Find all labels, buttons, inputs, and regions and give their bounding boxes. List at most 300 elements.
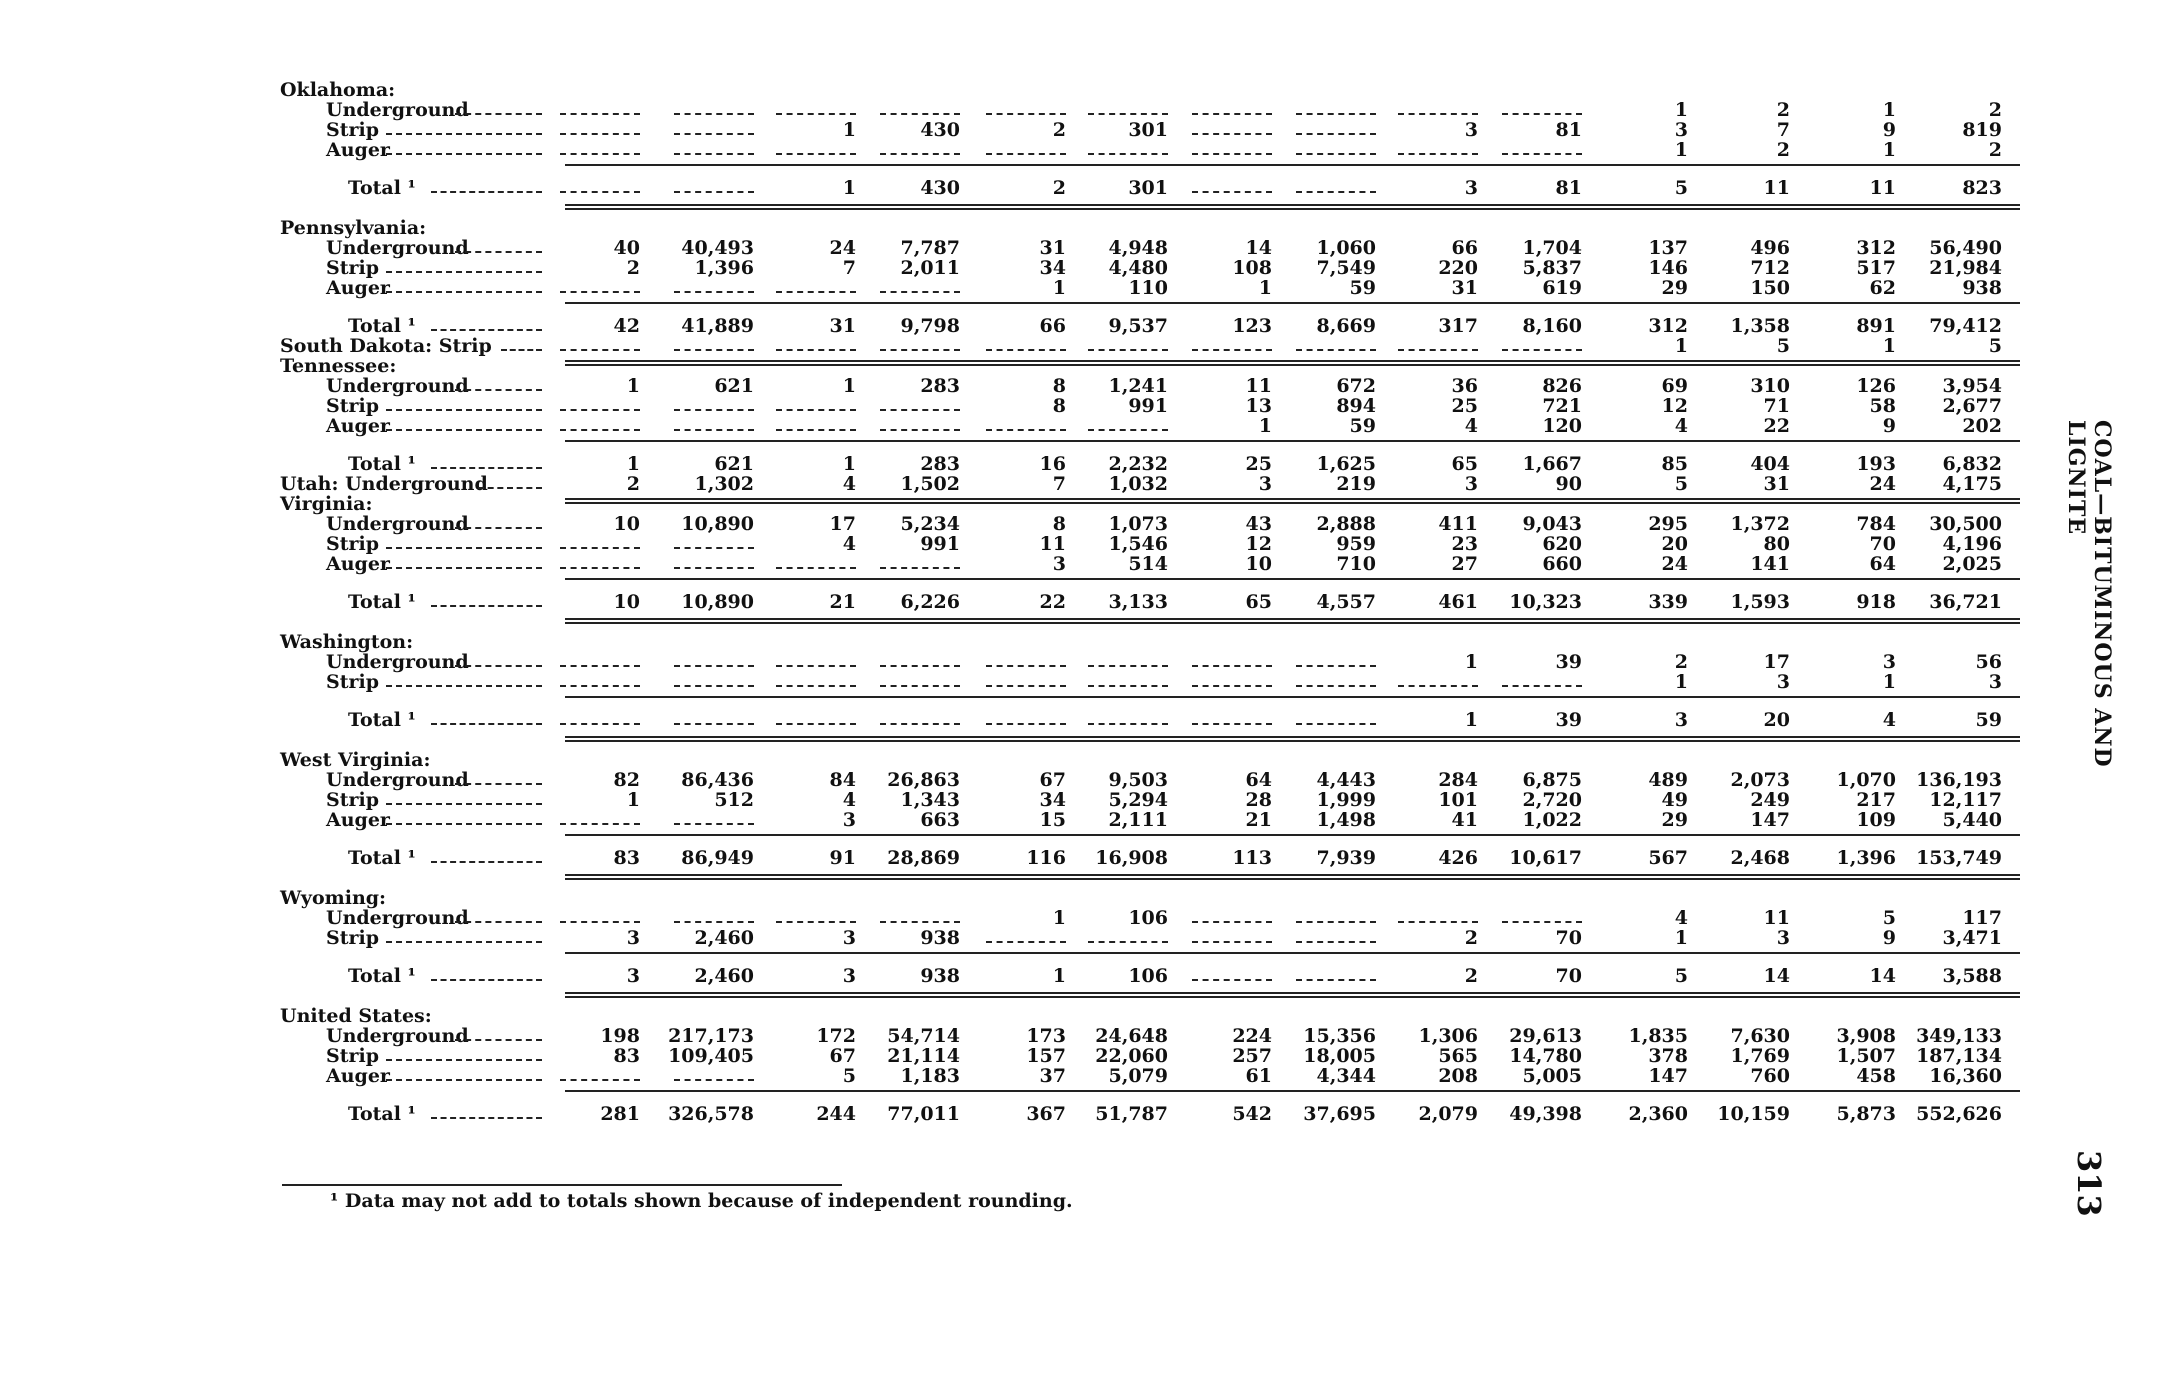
table-cell: 1 — [842, 119, 856, 141]
state-heading-row — [0, 356, 2178, 376]
total-row — [0, 848, 2178, 868]
empty-cell — [880, 429, 960, 431]
table-cell: 62 — [1869, 277, 1896, 299]
table-cell: 37 — [1039, 1065, 1066, 1087]
table-cell: 126 — [1856, 375, 1896, 397]
table-cell: 120 — [1542, 415, 1582, 437]
table-cell: 2,460 — [694, 965, 754, 987]
table-cell: 9 — [1882, 927, 1896, 949]
table-cell: 1,073 — [1108, 513, 1168, 535]
table-cell: 760 — [1750, 1065, 1790, 1087]
table-cell: 2,073 — [1730, 769, 1790, 791]
table-cell: 281 — [600, 1103, 640, 1125]
table-cell: 4,480 — [1108, 257, 1168, 279]
table-cell: 3 — [626, 927, 640, 949]
empty-cell — [674, 665, 754, 667]
total-row — [0, 316, 2178, 336]
total-rule — [565, 952, 2020, 954]
empty-cell — [1296, 685, 1376, 687]
table-row — [0, 120, 2178, 140]
empty-cell — [986, 113, 1066, 115]
row-label: Underground — [326, 907, 469, 929]
table-cell: 43 — [1245, 513, 1272, 535]
table-cell: 77,011 — [887, 1103, 960, 1125]
table-cell: 2 — [1988, 99, 2002, 121]
empty-cell — [674, 113, 754, 115]
table-cell: 1,032 — [1108, 473, 1168, 495]
total-row — [0, 454, 2178, 474]
table-cell: 565 — [1438, 1045, 1478, 1067]
leader-dots — [386, 429, 543, 431]
table-cell: 9,537 — [1108, 315, 1168, 337]
side-running-title: COAL—BITUMINOUS AND LIGNITE — [2063, 420, 2115, 768]
empty-cell — [560, 823, 640, 825]
table-cell: 991 — [1128, 395, 1168, 417]
table-cell: 117 — [1962, 907, 2002, 929]
state-heading-row — [0, 494, 2178, 514]
table-cell: 26,863 — [887, 769, 960, 791]
table-cell: 9,798 — [900, 315, 960, 337]
empty-cell — [1088, 723, 1168, 725]
table-cell: 11 — [1245, 375, 1272, 397]
table-cell: 312 — [1856, 237, 1896, 259]
table-cell: 61 — [1245, 1065, 1272, 1087]
leader-dots — [431, 191, 543, 193]
row-label: Underground — [326, 99, 469, 121]
table-cell: 16,908 — [1095, 847, 1168, 869]
total-rule — [565, 1090, 2020, 1092]
table-cell: 150 — [1750, 277, 1790, 299]
empty-cell — [674, 291, 754, 293]
leader-dots — [386, 803, 543, 805]
table-cell: 5 — [1674, 473, 1688, 495]
table-cell: 1,667 — [1522, 453, 1582, 475]
table-cell: 224 — [1232, 1025, 1272, 1047]
table-cell: 8,160 — [1522, 315, 1582, 337]
table-cell: 187,134 — [1916, 1045, 2002, 1067]
empty-cell — [880, 921, 960, 923]
table-cell: 14 — [1763, 965, 1790, 987]
table-cell: 2 — [626, 257, 640, 279]
table-cell: 1,183 — [900, 1065, 960, 1087]
table-row — [0, 140, 2178, 160]
table-cell: 41 — [1451, 809, 1478, 831]
table-row — [0, 908, 2178, 928]
table-cell: 10,890 — [681, 591, 754, 613]
table-cell: 202 — [1962, 415, 2002, 437]
empty-cell — [674, 823, 754, 825]
empty-cell — [880, 665, 960, 667]
table-cell: 404 — [1750, 453, 1790, 475]
row-label: Total ¹ — [348, 315, 416, 337]
empty-cell — [1502, 349, 1582, 351]
table-cell: 663 — [920, 809, 960, 831]
table-cell: 1,835 — [1628, 1025, 1688, 1047]
table-cell: 496 — [1750, 237, 1790, 259]
table-cell: 25 — [1245, 453, 1272, 475]
table-cell: 4 — [842, 533, 856, 555]
empty-cell — [674, 133, 754, 135]
table-cell: 4 — [1882, 709, 1896, 731]
section-double-rule — [565, 736, 2020, 742]
table-cell: 6,875 — [1522, 769, 1582, 791]
table-cell: 101 — [1438, 789, 1478, 811]
table-cell: 39 — [1555, 709, 1582, 731]
table-cell: 193 — [1856, 453, 1896, 475]
table-cell: 1 — [842, 177, 856, 199]
table-cell: 620 — [1542, 533, 1582, 555]
table-cell: 8 — [1052, 375, 1066, 397]
row-label: Total ¹ — [348, 1103, 416, 1125]
table-cell: 244 — [816, 1103, 856, 1125]
row-label: Oklahoma: — [280, 79, 396, 101]
table-cell: 11 — [1039, 533, 1066, 555]
table-cell: 5,079 — [1108, 1065, 1168, 1087]
section-double-rule — [565, 618, 2020, 624]
empty-cell — [1296, 113, 1376, 115]
empty-cell — [1192, 723, 1272, 725]
empty-cell — [674, 1079, 754, 1081]
row-label: Total ¹ — [348, 453, 416, 475]
table-cell: 137 — [1648, 237, 1688, 259]
table-cell: 1,372 — [1730, 513, 1790, 535]
row-label: Total ¹ — [348, 177, 416, 199]
empty-cell — [560, 153, 640, 155]
table-cell: 1,358 — [1730, 315, 1790, 337]
row-label: Underground — [326, 1025, 469, 1047]
table-cell: 220 — [1438, 257, 1478, 279]
table-row — [0, 1066, 2178, 1086]
row-label: Strip — [326, 257, 380, 279]
table-row — [0, 258, 2178, 278]
table-cell: 6,832 — [1942, 453, 2002, 475]
table-cell: 301 — [1128, 177, 1168, 199]
empty-cell — [1398, 113, 1478, 115]
table-cell: 22 — [1763, 415, 1790, 437]
table-cell: 2,460 — [694, 927, 754, 949]
row-label: Wyoming: — [280, 887, 387, 909]
table-cell: 3 — [842, 809, 856, 831]
empty-cell — [674, 723, 754, 725]
leader-dots — [386, 567, 543, 569]
table-cell: 819 — [1962, 119, 2002, 141]
table-cell: 136,193 — [1916, 769, 2002, 791]
table-cell: 938 — [1962, 277, 2002, 299]
table-cell: 3 — [1052, 553, 1066, 575]
table-cell: 71 — [1763, 395, 1790, 417]
table-cell: 34 — [1039, 789, 1066, 811]
table-cell: 109 — [1856, 809, 1896, 831]
table-cell: 17 — [829, 513, 856, 535]
table-cell: 2,888 — [1316, 513, 1376, 535]
table-cell: 426 — [1438, 847, 1478, 869]
table-cell: 90 — [1555, 473, 1582, 495]
table-cell: 4,196 — [1942, 533, 2002, 555]
table-cell: 24 — [1661, 553, 1688, 575]
table-cell: 1,060 — [1316, 237, 1376, 259]
table-cell: 59 — [1349, 277, 1376, 299]
row-label: Auger — [326, 139, 390, 161]
table-cell: 9 — [1882, 415, 1896, 437]
table-cell: 14,780 — [1509, 1045, 1582, 1067]
leader-dots — [431, 467, 543, 469]
table-cell: 172 — [816, 1025, 856, 1047]
table-cell: 2 — [1052, 177, 1066, 199]
table-cell: 2,677 — [1942, 395, 2002, 417]
table-cell: 10,323 — [1509, 591, 1582, 613]
table-cell: 1,498 — [1316, 809, 1376, 831]
total-row — [0, 966, 2178, 986]
table-cell: 517 — [1856, 257, 1896, 279]
empty-cell — [776, 291, 856, 293]
empty-cell — [560, 921, 640, 923]
table-cell: 1 — [626, 375, 640, 397]
leader-dots — [431, 605, 543, 607]
table-cell: 1 — [1464, 709, 1478, 731]
row-label: Underground — [326, 375, 469, 397]
table-cell: 29 — [1661, 277, 1688, 299]
table-cell: 36,721 — [1929, 591, 2002, 613]
row-label: Underground — [326, 651, 469, 673]
table-cell: 823 — [1962, 177, 2002, 199]
table-cell: 5,440 — [1942, 809, 2002, 831]
table-cell: 9,503 — [1108, 769, 1168, 791]
table-cell: 14 — [1245, 237, 1272, 259]
table-cell: 1 — [1258, 415, 1272, 437]
table-cell: 24 — [829, 237, 856, 259]
table-cell: 10 — [613, 591, 640, 613]
table-cell: 6,226 — [900, 591, 960, 613]
empty-cell — [776, 409, 856, 411]
empty-cell — [560, 113, 640, 115]
empty-cell — [1296, 133, 1376, 135]
table-row — [0, 790, 2178, 810]
table-cell: 64 — [1245, 769, 1272, 791]
table-cell: 28 — [1245, 789, 1272, 811]
empty-cell — [674, 429, 754, 431]
table-cell: 5 — [842, 1065, 856, 1087]
empty-cell — [776, 921, 856, 923]
table-cell: 12 — [1661, 395, 1688, 417]
table-cell: 7,939 — [1316, 847, 1376, 869]
table-cell: 141 — [1750, 553, 1790, 575]
table-cell: 567 — [1648, 847, 1688, 869]
table-cell: 4,948 — [1108, 237, 1168, 259]
empty-cell — [1088, 349, 1168, 351]
table-cell: 14 — [1869, 965, 1896, 987]
empty-cell — [776, 429, 856, 431]
empty-cell — [1398, 349, 1478, 351]
empty-cell — [1088, 665, 1168, 667]
total-row — [0, 592, 2178, 612]
leader-dots — [386, 941, 543, 943]
leader-dots — [386, 685, 543, 687]
empty-cell — [560, 409, 640, 411]
table-cell: 65 — [1245, 591, 1272, 613]
empty-cell — [776, 723, 856, 725]
table-cell: 5 — [1776, 335, 1790, 357]
table-cell: 1 — [1882, 99, 1896, 121]
empty-cell — [1502, 685, 1582, 687]
footnote: ¹ Data may not add to totals shown because of independent rounding. — [330, 1190, 1073, 1212]
table-cell: 991 — [920, 533, 960, 555]
table-cell: 17 — [1763, 651, 1790, 673]
empty-cell — [1398, 921, 1478, 923]
table-row — [0, 416, 2178, 436]
table-cell: 20 — [1661, 533, 1688, 555]
table-cell: 4 — [1674, 415, 1688, 437]
empty-cell — [674, 547, 754, 549]
table-row — [0, 1026, 2178, 1046]
leader-dots — [431, 861, 543, 863]
row-label: Strip — [326, 119, 380, 141]
table-cell: 58 — [1869, 395, 1896, 417]
table-cell: 542 — [1232, 1103, 1272, 1125]
table-cell: 891 — [1856, 315, 1896, 337]
total-rule — [565, 164, 2020, 166]
table-cell: 1 — [1882, 139, 1896, 161]
table-cell: 3,908 — [1836, 1025, 1896, 1047]
empty-cell — [560, 685, 640, 687]
table-cell: 106 — [1128, 965, 1168, 987]
table-cell: 3 — [1464, 119, 1478, 141]
table-cell: 2 — [1464, 927, 1478, 949]
table-cell: 21 — [829, 591, 856, 613]
table-cell: 378 — [1648, 1045, 1688, 1067]
row-label: Auger — [326, 277, 390, 299]
table-cell: 2,011 — [900, 257, 960, 279]
table-cell: 4,175 — [1942, 473, 2002, 495]
table-cell: 49 — [1661, 789, 1688, 811]
table-cell: 1 — [1052, 965, 1066, 987]
table-cell: 621 — [714, 453, 754, 475]
table-row — [0, 396, 2178, 416]
empty-cell — [880, 113, 960, 115]
row-label: Auger — [326, 809, 390, 831]
table-cell: 10 — [1245, 553, 1272, 575]
table-cell: 2 — [1776, 99, 1790, 121]
table-cell: 411 — [1438, 513, 1478, 535]
table-cell: 2,025 — [1942, 553, 2002, 575]
table-cell: 2 — [626, 473, 640, 495]
table-cell: 5 — [1674, 965, 1688, 987]
total-rule — [565, 302, 2020, 304]
state-heading-row — [0, 80, 2178, 100]
table-cell: 660 — [1542, 553, 1582, 575]
empty-cell — [986, 665, 1066, 667]
empty-cell — [1398, 153, 1478, 155]
table-cell: 7 — [1052, 473, 1066, 495]
table-cell: 10,617 — [1509, 847, 1582, 869]
table-cell: 1 — [1674, 927, 1688, 949]
table-row — [0, 928, 2178, 948]
table-cell: 217 — [1856, 789, 1896, 811]
table-cell: 9 — [1882, 119, 1896, 141]
table-cell: 40,493 — [681, 237, 754, 259]
table-cell: 24,648 — [1095, 1025, 1168, 1047]
table-cell: 110 — [1128, 277, 1168, 299]
leader-dots — [386, 409, 543, 411]
table-cell: 1,593 — [1730, 591, 1790, 613]
table-cell: 826 — [1542, 375, 1582, 397]
empty-cell — [560, 723, 640, 725]
empty-cell — [560, 547, 640, 549]
table-cell: 79,412 — [1929, 315, 2002, 337]
empty-cell — [1192, 921, 1272, 923]
table-cell: 21,984 — [1929, 257, 2002, 279]
table-row — [0, 100, 2178, 120]
empty-cell — [986, 941, 1066, 943]
table-cell: 146 — [1648, 257, 1688, 279]
table-cell: 1,999 — [1316, 789, 1376, 811]
table-cell: 5 — [1674, 177, 1688, 199]
empty-cell — [880, 291, 960, 293]
leader-dots — [386, 823, 543, 825]
table-cell: 2,111 — [1108, 809, 1168, 831]
state-heading-row — [0, 750, 2178, 770]
leader-dots — [386, 271, 543, 273]
table-cell: 3 — [1776, 927, 1790, 949]
table-cell: 7,787 — [900, 237, 960, 259]
row-label: Auger — [326, 1065, 390, 1087]
empty-cell — [674, 409, 754, 411]
table-cell: 2,720 — [1522, 789, 1582, 811]
table-cell: 108 — [1232, 257, 1272, 279]
table-cell: 173 — [1026, 1025, 1066, 1047]
table-cell: 28,869 — [887, 847, 960, 869]
table-cell: 66 — [1451, 237, 1478, 259]
empty-cell — [560, 429, 640, 431]
row-label: Total ¹ — [348, 965, 416, 987]
total-row — [0, 178, 2178, 198]
row-label: Tennessee: — [280, 355, 397, 377]
table-cell: 3 — [1464, 177, 1478, 199]
table-cell: 39 — [1555, 651, 1582, 673]
table-cell: 1 — [626, 453, 640, 475]
table-cell: 59 — [1975, 709, 2002, 731]
total-row — [0, 710, 2178, 730]
table-cell: 1 — [1258, 277, 1272, 299]
empty-cell — [1088, 941, 1168, 943]
empty-cell — [776, 113, 856, 115]
table-cell: 458 — [1856, 1065, 1896, 1087]
table-cell: 938 — [920, 927, 960, 949]
empty-cell — [1088, 685, 1168, 687]
table-cell: 2 — [1674, 651, 1688, 673]
table-cell: 157 — [1026, 1045, 1066, 1067]
table-cell: 64 — [1869, 553, 1896, 575]
table-cell: 3 — [626, 965, 640, 987]
table-cell: 1 — [842, 375, 856, 397]
empty-cell — [560, 191, 640, 193]
table-cell: 2 — [1052, 119, 1066, 141]
table-cell: 11 — [1869, 177, 1896, 199]
table-cell: 1 — [1674, 139, 1688, 161]
table-cell: 349,133 — [1916, 1025, 2002, 1047]
table-cell: 2,468 — [1730, 847, 1790, 869]
row-label: Underground — [326, 769, 469, 791]
table-cell: 4 — [842, 789, 856, 811]
row-label: Underground — [326, 237, 469, 259]
row-label: Strip — [326, 671, 380, 693]
table-cell: 11 — [1763, 177, 1790, 199]
table-cell: 1,625 — [1316, 453, 1376, 475]
table-cell: 3 — [1776, 671, 1790, 693]
table-cell: 13 — [1245, 395, 1272, 417]
empty-cell — [674, 921, 754, 923]
table-cell: 219 — [1336, 473, 1376, 495]
leader-dots — [455, 113, 543, 115]
